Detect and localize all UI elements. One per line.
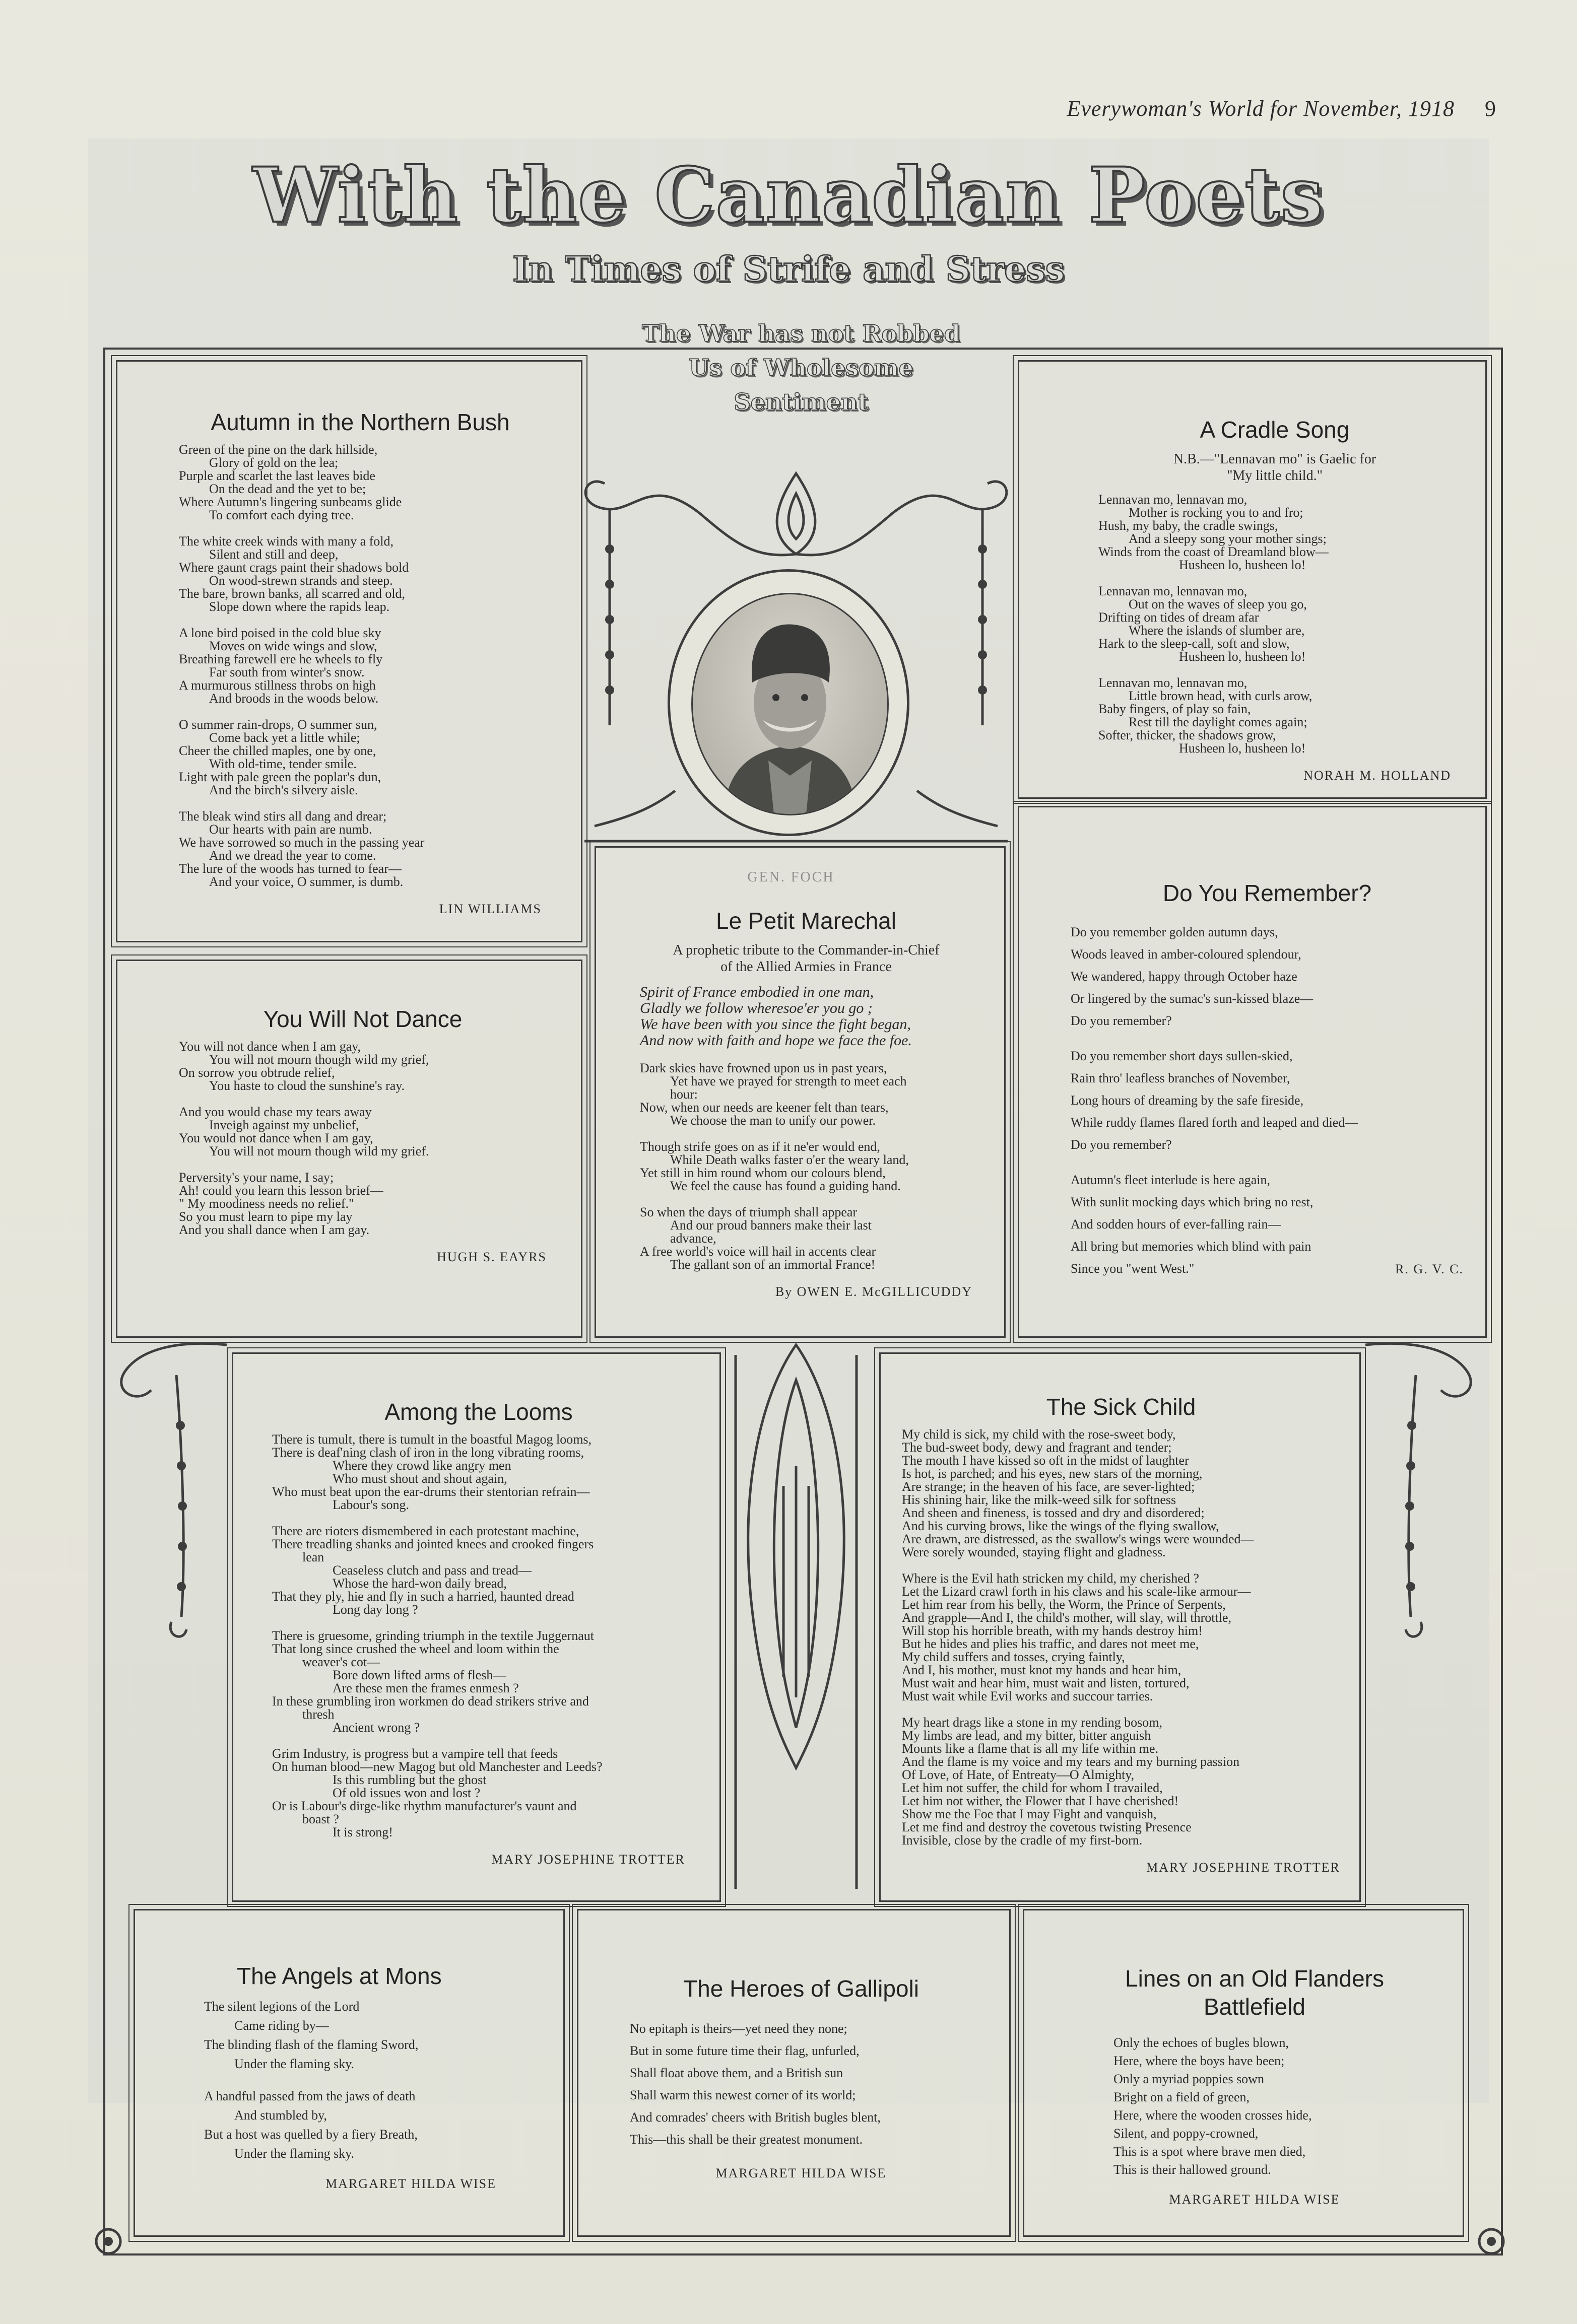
verse-line: Shall warm this newest corner of its world; [630, 2088, 856, 2102]
verse-line: With old-time, tender smile. [209, 757, 357, 771]
verse-line: Do you remember? [1071, 1137, 1172, 1152]
verse-line: There is deaf'ning clash of iron in the long vibrating rooms, [272, 1445, 584, 1460]
verse-line: And you shall dance when I am gay. [179, 1222, 370, 1237]
bottom-corner-ornament-left [88, 2221, 128, 2262]
verse-line: Lennavan mo, lennavan mo, [1098, 675, 1247, 690]
verse-line: Autumn's fleet interlude is here again, [1071, 1173, 1271, 1187]
verse-line: Perversity's your name, I say; [179, 1170, 334, 1185]
verse-line: Rest till the daylight comes again; [1129, 715, 1307, 729]
verse-line: Of Love, of Hate, of Entreaty—O Almighty, [902, 1767, 1135, 1782]
verse-line: The lure of the woods has turned to fear— [179, 861, 402, 876]
verse-line: Since you "went West." [1071, 1261, 1195, 1276]
verse-line: We wandered, happy through October haze [1071, 969, 1297, 984]
verse-line: The white creek winds with many a fold, [179, 534, 393, 549]
verse-line: Breathing farewell ere he wheels to fly [179, 652, 383, 666]
poem-stanza [902, 1428, 1340, 1559]
verse-line: Of old issues won and lost ? [333, 1786, 481, 1800]
verse-line: There treadling shanks and jointed knees and crooked fingers [272, 1537, 594, 1551]
verse-line: While ruddy flames flared forth and leaped and died— [1071, 1115, 1358, 1130]
verse-line: thresh [302, 1707, 335, 1722]
poem-author: R. G. V. C. [1395, 1262, 1464, 1276]
verse-line: Ah! could you learn this lesson brief— [179, 1183, 383, 1198]
poem-remember [1071, 879, 1464, 1277]
poem-stanza [272, 1525, 685, 1616]
verse-line: Labour's song. [333, 1497, 410, 1512]
verse-line: Mounts like a flame that is all my life within me. [902, 1741, 1159, 1756]
verse-line: To comfort each dying tree. [209, 508, 354, 522]
poem-angels [204, 1962, 532, 2192]
verse-line: Yet still in him round whom our colours blend, [640, 1166, 886, 1180]
poem-title: A Cradle Song [1200, 417, 1350, 443]
verse-line: You haste to cloud the sunshine's ray. [209, 1078, 405, 1093]
right-scroll-ornament [1360, 1335, 1496, 1647]
verse-line: Invisible, close by the cradle of my first-born. [902, 1833, 1143, 1848]
verse-line: And stumbled by, [234, 2108, 327, 2123]
center-column-ornament [720, 1335, 872, 1899]
poem-stanza [640, 1140, 972, 1193]
poem-author: MARY JOSEPHINE TROTTER [1146, 1860, 1340, 1875]
poem-gallipoli [630, 1974, 972, 2181]
verse-line: Ancient wrong ? [333, 1720, 420, 1735]
verse-line: Show me the Foe that I may Fight and vanquish, [902, 1807, 1157, 1821]
verse-line: So when the days of triumph shall appear [640, 1205, 858, 1219]
verse-line: And now with faith and hope we face the foe. [640, 1032, 912, 1049]
verse-line: This is their hallowed ground. [1113, 2162, 1271, 2177]
verse-line: Out on the waves of sleep you go, [1129, 597, 1307, 611]
poem-stanza [1071, 921, 1464, 1032]
verse-line: O summer rain-drops, O summer sun, [179, 717, 377, 732]
verse-line: And the flame is my voice and my tears and my burning passion [902, 1754, 1240, 1769]
verse-line: And grapple—And I, the child's mother, will slay, will throttle, [902, 1610, 1232, 1625]
verse-line: Under the flaming sky. [234, 2146, 355, 2161]
verse-line: The silent legions of the Lord [204, 1999, 360, 2014]
verse-line: Drifting on tides of dream afar [1098, 610, 1259, 625]
poem-autumn [179, 408, 542, 917]
verse-line: Inveigh against my unbelief, [209, 1118, 359, 1132]
page-title: With the Canadian Poets [252, 151, 1325, 240]
verse-line: Do you remember golden autumn days, [1071, 925, 1278, 939]
poem-author: HUGH S. EAYRS [437, 1250, 547, 1264]
verse-line: Glory of gold on the lea; [209, 455, 339, 470]
poem-stanza [272, 1433, 685, 1512]
verse-line: The bleak wind stirs all dang and drear; [179, 809, 387, 824]
verse-line: My child suffers and tosses, crying faintly, [902, 1650, 1125, 1664]
verse-line: advance, [670, 1231, 716, 1246]
verse-line: Let me find and destroy the covetous twisting Presence [902, 1820, 1192, 1834]
verse-line: On human blood—new Magog but old Manchester and Leeds? [272, 1759, 603, 1774]
verse-line: My child is sick, my child with the rose-sweet body, [902, 1427, 1176, 1442]
poem-marechal [640, 907, 972, 1300]
verse-line: Here, where the wooden crosses hide, [1113, 2108, 1312, 2123]
poem-title: You Will Not Dance [263, 1006, 463, 1032]
verse-line: Let him not wither, the Flower that I have cherished! [902, 1794, 1179, 1808]
verse-line: Do you remember? [1071, 1013, 1172, 1028]
verse-line: Shall float above them, and a British sun [630, 2066, 843, 2080]
verse-line: weaver's cot— [302, 1655, 380, 1669]
verse-line: So you must learn to pipe my lay [179, 1209, 353, 1224]
verse-line: Ceaseless clutch and pass and tread— [333, 1563, 532, 1578]
general-portrait-icon [693, 594, 887, 814]
poem-looms [272, 1398, 685, 1867]
verse-line: Here, where the boys have been; [1113, 2054, 1285, 2068]
verse-line: lean [302, 1550, 324, 1564]
bottom-corner-ornament-right [1471, 2221, 1512, 2262]
verse-line: Husheen lo, husheen lo! [1179, 741, 1306, 756]
poem-title: Le Petit Marechal [716, 908, 896, 934]
verse-line: Long day long ? [333, 1602, 418, 1617]
portrait-photo [691, 593, 889, 815]
poem-author: LIN WILLIAMS [439, 902, 542, 916]
verse-line: Only a myriad poppies sown [1113, 2072, 1264, 2086]
poem-stanza [272, 1747, 685, 1839]
verse-line: Dark skies have frowned upon us in past years, [640, 1061, 887, 1075]
verse-line: Bright on a field of green, [1113, 2090, 1250, 2104]
poem-stanza [640, 1062, 972, 1127]
poem-stanza [179, 1171, 547, 1237]
left-scroll-ornament [96, 1335, 232, 1647]
verse-line: And a sleepy song your mother sings; [1129, 531, 1327, 546]
verse-line: Who must shout and shout again, [333, 1471, 507, 1486]
verse-line: Let him not suffer, the child for whom I travailed, [902, 1781, 1163, 1795]
verse-line: No epitaph is theirs—yet need they none; [630, 2021, 847, 2036]
poem-author: By OWEN E. McGILLICUDDY [775, 1284, 972, 1299]
verse-line: The blinding flash of the flaming Sword, [204, 2037, 419, 2052]
verse-line: Are strange; in the heaven of his face, are sever-lighted; [902, 1479, 1195, 1494]
verse-line: Do you remember short days sullen-skied, [1071, 1049, 1293, 1063]
running-head [1067, 96, 1496, 121]
verse-line: Who must beat upon the ear-drums their stentorian refrain— [272, 1484, 590, 1499]
poem-stanza [1098, 493, 1451, 572]
portrait-frame [668, 569, 909, 836]
tagline-line: The War has not Robbed [642, 320, 960, 347]
verse-line: We choose the man to unify our power. [670, 1113, 876, 1128]
verse-line: Long hours of dreaming by the safe fireside, [1071, 1093, 1304, 1108]
verse-line: This—this shall be their greatest monument. [630, 2132, 863, 2147]
verse-line: On wood-strewn strands and steep. [209, 573, 393, 588]
verse-line: And broods in the woods below. [209, 691, 379, 706]
poem-sick-child [902, 1393, 1340, 1875]
poem-note [640, 942, 972, 975]
page-subtitle: In Times of Strife and Stress [512, 249, 1065, 290]
note-line: N.B.—"Lennavan mo" is Gaelic for [1173, 451, 1376, 467]
verse-line: Silent, and poppy-crowned, [1113, 2126, 1259, 2141]
verse-line: Baby fingers, of play so fain, [1098, 702, 1251, 716]
verse-line: Must wait while Evil works and succour tarries. [902, 1689, 1153, 1703]
poem-author: MARY JOSEPHINE TROTTER [491, 1852, 685, 1867]
verse-line: Silent and still and deep, [209, 547, 339, 562]
note-line: "My little child." [1226, 468, 1323, 484]
verse-line: And his curving brows, like the wings of the flying swallow, [902, 1519, 1219, 1533]
poem-stanza [272, 1629, 685, 1734]
verse-line: On sorrow you obtrude relief, [179, 1065, 335, 1080]
verse-line: A lone bird poised in the cold blue sky [179, 626, 381, 640]
verse-line: Spirit of France embodied in one man, [640, 984, 874, 1000]
poem-stanza [204, 1997, 532, 2074]
verse-line: This is a spot where brave men died, [1113, 2144, 1306, 2159]
verse-line: hour: [670, 1087, 698, 1102]
poem-title: The Angels at Mons [237, 1963, 442, 1989]
poem-cradle [1098, 416, 1451, 783]
poem-note [1098, 451, 1451, 484]
poem-flanders [1078, 1964, 1431, 2207]
poem-stanza [902, 1716, 1340, 1847]
verse-line: You will not dance when I am gay, [179, 1039, 361, 1054]
verse-line: Came riding by— [234, 2018, 329, 2033]
verse-line: Is this rumbling but the ghost [333, 1772, 487, 1787]
verse-line: In these grumbling iron workmen do dead strikers strive and [272, 1694, 589, 1708]
verse-line: A handful passed from the jaws of death [204, 2089, 416, 2103]
verse-line: Cheer the chilled maples, one by one, [179, 743, 376, 758]
poem-stanza [1078, 2034, 1431, 2179]
poem-title: Autumn in the Northern Bush [211, 409, 510, 435]
verse-line: And the birch's silvery aisle. [209, 783, 358, 797]
poem-stanza [204, 2087, 532, 2163]
note-line: of the Allied Armies in France [720, 959, 892, 975]
verse-line: His shining hair, like the milk-weed silk for softness [902, 1492, 1176, 1507]
verse-line: Mother is rocking you to and fro; [1129, 505, 1303, 520]
verse-line: And I, his mother, must knot my hands and hear him, [902, 1663, 1181, 1677]
verse-line: That long since crushed the wheel and loom within the [272, 1642, 559, 1656]
poem-stanza [640, 1206, 972, 1271]
verse-line: " My moodiness needs no relief." [179, 1196, 354, 1211]
verse-line: The bare, brown banks, all scarred and old, [179, 586, 406, 601]
verse-line: Where gaunt crags paint their shadows bold [179, 560, 409, 575]
verse-line: Must wait and hear him, must wait and listen, tortured, [902, 1676, 1190, 1690]
verse-line: Come back yet a little while; [209, 730, 360, 745]
poem-title: Among the Looms [384, 1399, 573, 1425]
verse-line: Green of the pine on the dark hillside, [179, 442, 378, 457]
verse-line: You will not mourn though wild my grief, [209, 1052, 429, 1067]
verse-line: And our proud banners make their last [670, 1218, 872, 1233]
verse-line: Bore down lifted arms of flesh— [333, 1668, 506, 1682]
running-head-text: Everywoman's World for November, 1918 [1067, 96, 1455, 121]
tagline-line: Us of Wholesome [689, 354, 913, 381]
verse-line: On the dead and the yet to be; [209, 482, 366, 496]
verse-line: Woods leaved in amber-coloured splendour, [1071, 947, 1301, 962]
page-number: 9 [1485, 96, 1496, 121]
verse-line: Where they crowd like angry men [333, 1458, 511, 1473]
poem-stanza [1098, 585, 1451, 663]
verse-line: Were sorely wounded, staying flight and gladness. [902, 1545, 1166, 1559]
poem-stanza-italic [640, 984, 972, 1049]
verse-line: Husheen lo, husheen lo! [1179, 649, 1306, 664]
verse-line: Husheen lo, husheen lo! [1179, 558, 1306, 572]
verse-line: You will not mourn though wild my grief. [209, 1144, 429, 1158]
verse-line: Lennavan mo, lennavan mo, [1098, 584, 1247, 598]
verse-line: Rain thro' leafless branches of November, [1071, 1071, 1290, 1085]
poem-author: NORAH M. HOLLAND [1303, 768, 1451, 783]
poem-author: MARGARET HILDA WISE [325, 2176, 496, 2191]
poem-stanza [179, 1040, 547, 1092]
verse-line: Purple and scarlet the last leaves bide [179, 468, 375, 483]
verse-line: Far south from winter's snow. [209, 665, 365, 679]
poem-stanza [630, 2018, 972, 2151]
tagline-line: Sentiment [734, 388, 869, 416]
poem-title [1078, 1964, 1431, 2021]
verse-line: Winds from the coast of Dreamland blow— [1098, 544, 1329, 559]
verse-line: And comrades' cheers with British bugles blent, [630, 2110, 881, 2125]
verse-line: Only the echoes of bugles blown, [1113, 2035, 1289, 2050]
verse-line: The gallant son of an immortal France! [670, 1257, 876, 1272]
poem-stanza [179, 535, 542, 613]
verse-line: Will stop his horrible breath, with my hands destroy him! [902, 1623, 1203, 1638]
verse-line: Slope down where the rapids leap. [209, 599, 390, 614]
poem-stanza [902, 1572, 1340, 1703]
verse-line: There is tumult, there is tumult in the boastful Magog looms, [272, 1432, 592, 1447]
verse-line: Is hot, is parched; and his eyes, new stars of the morning, [902, 1466, 1203, 1481]
verse-line: And your voice, O summer, is dumb. [209, 874, 404, 889]
verse-line: Our hearts with pain are numb. [209, 822, 372, 837]
verse-line: Whose the hard-won daily bread, [333, 1576, 507, 1591]
verse-line: Hark to the sleep-call, soft and slow, [1098, 636, 1290, 651]
verse-line: Moves on wide wings and slow, [209, 639, 377, 653]
verse-line: Lennavan mo, lennavan mo, [1098, 492, 1247, 507]
verse-line: Under the flaming sky. [234, 2057, 355, 2071]
poem-dance [179, 1005, 547, 1265]
verse-line: You would not dance when I am gay, [179, 1131, 373, 1145]
verse-line: All bring but memories which blind with pain [1071, 1239, 1311, 1254]
poem-stanza [179, 810, 542, 888]
verse-line: A free world's voice will hail in accents clear [640, 1244, 876, 1259]
verse-line: And sodden hours of ever-falling rain— [1071, 1217, 1281, 1232]
verse-line: But a host was quelled by a fiery Breath, [204, 2127, 418, 2142]
verse-line: Gladly we follow wheresoe'er you go ; [640, 1000, 873, 1016]
verse-line: Let the Lizard crawl forth in his claws and his scale-like armour— [902, 1584, 1251, 1599]
verse-line: Though strife goes on as if it ne'er would end, [640, 1139, 880, 1154]
verse-line: Softer, thicker, the shadows grow, [1098, 728, 1276, 742]
poem-stanza [179, 443, 542, 522]
poem-title-line: Lines on an Old Flanders [1125, 1965, 1384, 1992]
verse-line: But in some future time their flag, unfurled, [630, 2043, 860, 2058]
verse-line: boast ? [302, 1812, 339, 1826]
verse-line: Let him rear from his belly, the Worm, the Prince of Serpents, [902, 1597, 1226, 1612]
verse-line: Little brown head, with curls arow, [1129, 689, 1312, 703]
poem-stanza [1098, 676, 1451, 755]
verse-line: We have sorrowed so much in the passing year [179, 835, 425, 850]
verse-line: Where Autumn's lingering sunbeams glide [179, 495, 402, 509]
poem-title: The Sick Child [1046, 1394, 1196, 1420]
verse-line: We feel the cause has found a guiding hand. [670, 1179, 901, 1193]
poem-stanza [179, 1106, 547, 1158]
verse-line: There is gruesome, grinding triumph in the textile Juggernaut [272, 1628, 595, 1643]
note-line: A prophetic tribute to the Commander-in-Chief [673, 942, 940, 958]
verse-line: Are these men the frames enmesh ? [333, 1681, 519, 1695]
poem-stanza [1071, 1045, 1464, 1156]
verse-line: Or is Labour's dirge-like rhythm manufacturer's vaunt and [272, 1799, 577, 1813]
verse-line: And sheen and fineness, is tossed and dry and disordered; [902, 1506, 1205, 1520]
verse-line: My heart drags like a stone in my rending bosom, [902, 1715, 1163, 1730]
verse-line: There are rioters dismembered in each protestant machine, [272, 1524, 579, 1538]
verse-line: But he hides and plies his traffic, and dares not meet me, [902, 1636, 1199, 1651]
verse-line: Where is the Evil hath stricken my child, my cherished ? [902, 1571, 1199, 1586]
verse-line: Yet have we prayed for strength to meet each [670, 1074, 907, 1088]
verse-line: We have been with you since the fight began, [640, 1016, 911, 1033]
verse-line: Light with pale green the poplar's dun, [179, 770, 381, 784]
verse-line: Hush, my baby, the cradle swings, [1098, 518, 1278, 533]
verse-line: Where the islands of slumber are, [1129, 623, 1305, 638]
poem-title-line: Battlefield [1203, 1994, 1305, 2020]
verse-line: The mouth I have kissed so oft in the midst of laughter [902, 1453, 1189, 1468]
poem-title: Do You Remember? [1162, 880, 1372, 906]
verse-line: My limbs are lead, and my bitter, bitter anguish [902, 1728, 1151, 1743]
verse-line: The bud-sweet body, dewy and fragrant and tender; [902, 1440, 1172, 1455]
poem-stanza [179, 718, 542, 797]
verse-line: Or lingered by the sumac's sun-kissed blaze— [1071, 991, 1313, 1006]
poem-author: MARGARET HILDA WISE [715, 2166, 887, 2180]
verse-line: It is strong! [333, 1825, 393, 1839]
poem-author: MARGARET HILDA WISE [1169, 2192, 1340, 2207]
verse-line: And you would chase my tears away [179, 1105, 372, 1119]
verse-line: With sunlit mocking days which bring no rest, [1071, 1195, 1313, 1209]
verse-line: That they ply, hie and fly in such a harried, haunted dread [272, 1589, 574, 1604]
verse-line: While Death walks faster o'er the weary land, [670, 1152, 909, 1167]
poem-title: The Heroes of Gallipoli [683, 1975, 919, 2002]
verse-line: Are drawn, are distressed, as the swallow's wings were wounded— [902, 1532, 1254, 1546]
verse-line: Now, when our needs are keener felt than tears, [640, 1100, 889, 1115]
verse-line: And we dread the year to come. [209, 848, 376, 863]
verse-line: Grim Industry, is progress but a vampire tell that feeds [272, 1746, 558, 1761]
poem-stanza [179, 627, 542, 705]
verse-line: A murmurous stillness throbs on high [179, 678, 376, 693]
